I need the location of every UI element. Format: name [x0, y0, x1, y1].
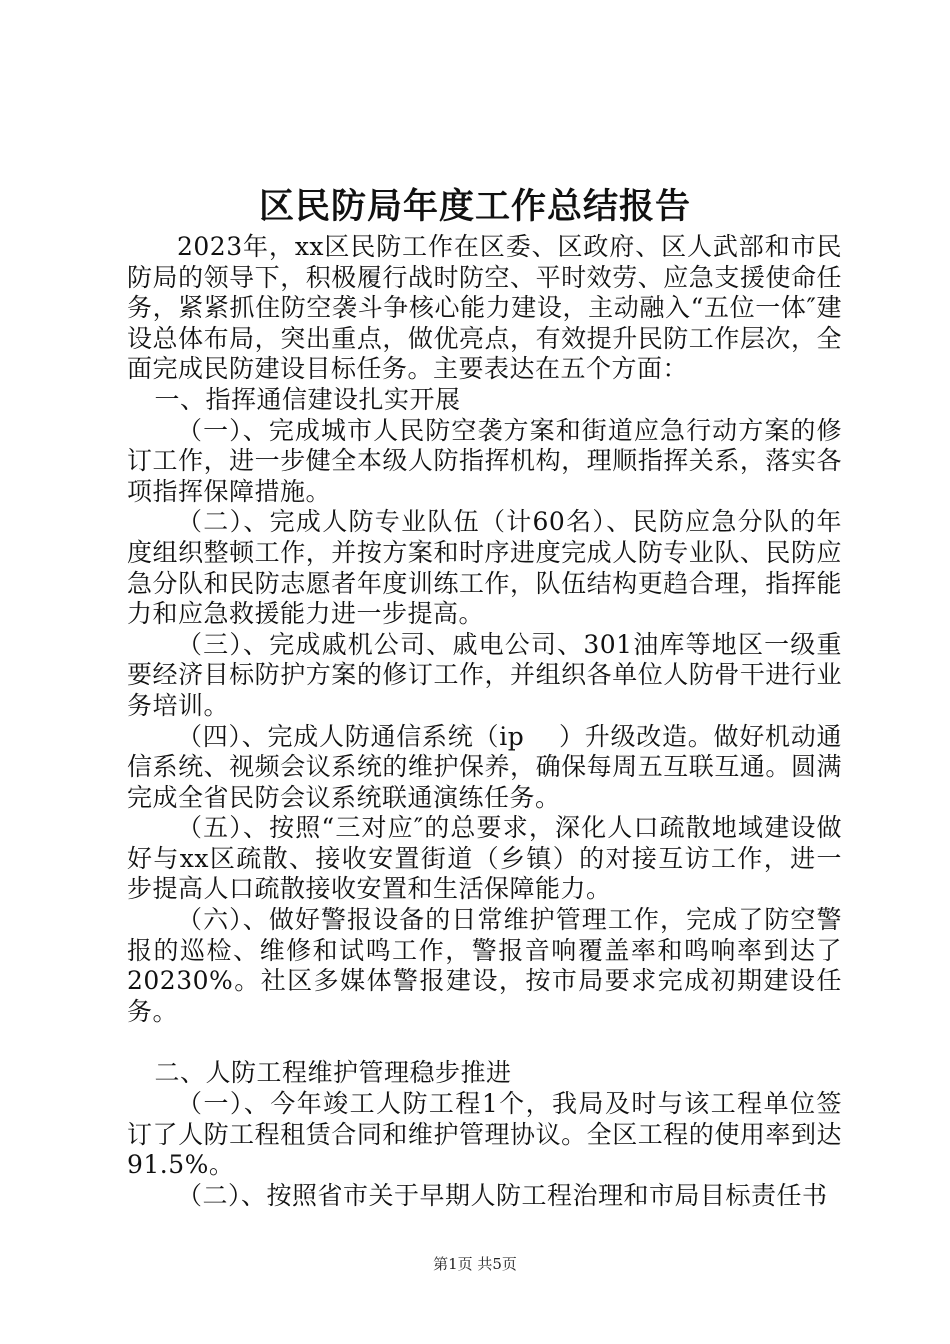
section-1-item-4: （四）、完成人防通信系统（ip ）升级改造。做好机动通信系统、视频会议系统的维护保养，确保每周五互联互通。圆满完成全省民防会议系统联通演练任务。: [127, 721, 842, 812]
page-number-footer: 第1页 共5页: [433, 1255, 517, 1273]
section-heading-1: 一、指挥通信建设扎实开展: [154, 384, 461, 414]
section-1-item-2: （二）、完成人防专业队伍（计60名）、民防应急分队的年度组织整顿工作，并按方案和时序进度完成人防专业队、民防应急分队和民防志愿者年度训练工作，队伍结构更趋合理，指挥能力和应急救援能力进一步提高。: [127, 507, 842, 629]
section-1-item-5: （五）、按照“三对应″的总要求，深化人口疏散地域建设做好与xx区疏散、接收安置街道（乡镇）的对接互访工作，进一步提高人口疏散接收安置和生活保障能力。: [127, 813, 842, 904]
intro-paragraph: 2023年，xx区民防工作在区委、区政府、区人武部和市民防局的领导下，积极履行战时防空、平时效劳、应急支援使命任务，紧紧抓住防空袭斗争核心能力建设，主动融入“五位一体″建设总体布局，突出重点，做优亮点，有效提升民防工作层次，全面完成民防建设目标任务。主要表达在五个方面：: [127, 232, 842, 384]
document-title: 区民防局年度工作总结报告: [258, 186, 691, 227]
section-1-item-6: （六）、做好警报设备的日常维护管理工作，完成了防空警报的巡检、维修和试鸣工作，警报音响覆盖率和鸣响率到达了20230%。社区多媒体警报建设，按市局要求完成初期建设任务。: [127, 905, 842, 1026]
section-1-item-1: （一）、完成城市人民防空袭方案和街道应急行动方案的修订工作，进一步健全本级人防指挥机构，理顺指挥关系，落实各项指挥保障措施。: [127, 415, 842, 506]
section-1-item-3: （三）、完成戚机公司、戚电公司、301油库等地区一级重要经济目标防护方案的修订工作，并组织各单位人防骨干进行业务培训。: [127, 629, 842, 720]
section-2-item-2: （二）、按照省市关于早期人防工程治理和市局目标责任书: [177, 1180, 828, 1210]
section-heading-2: 二、人防工程维护管理稳步推进: [154, 1058, 512, 1088]
paragraph-gap: [127, 1027, 842, 1058]
section-2-item-1: （一）、今年竣工人防工程1个，我局及时与该工程单位签订了人防工程租赁合同和维护管理协议。全区工程的使用率到达91.5%。: [127, 1089, 842, 1180]
document-body: [127, 232, 842, 1211]
